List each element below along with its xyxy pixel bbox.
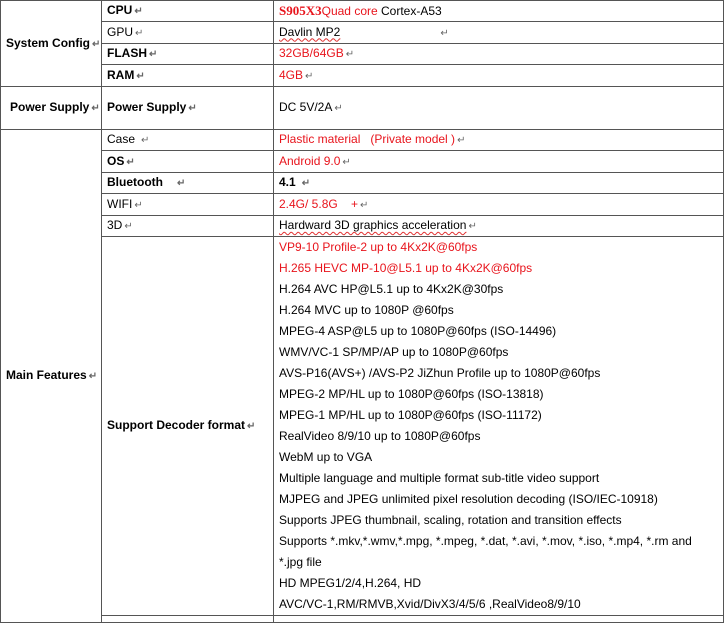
value-text: Davlin MP2	[279, 24, 341, 39]
category-power-supply	[1, 87, 102, 130]
spec-row-os	[1, 151, 724, 173]
paragraph-mark-icon: ↵	[88, 371, 98, 382]
paragraph-mark-icon: ↵	[345, 49, 355, 60]
label-text: Power Supply	[107, 100, 187, 114]
paragraph-mark-icon: ↵	[92, 38, 101, 50]
spec-label-bluetooth	[102, 173, 274, 194]
spec-label-wifi	[102, 194, 274, 216]
paragraph-mark-icon: ↵	[440, 27, 449, 39]
spec-row-case	[1, 130, 724, 151]
paragraph-mark-icon: ↵	[301, 178, 311, 189]
paragraph-mark-icon: ↵	[124, 221, 133, 232]
spec-label-flash	[102, 44, 274, 65]
paragraph-mark-icon: ↵	[177, 178, 186, 189]
spec-value-flash	[274, 44, 724, 65]
decoder-format-item: WebM up to VGA	[279, 450, 373, 464]
decoder-format-item: HD MPEG1/2/4,H.264, HD	[279, 576, 422, 590]
cpu-arch: Cortex-A53	[377, 4, 442, 18]
value-text: Android 9.0	[279, 153, 341, 168]
cpu-cores: Quad core	[321, 4, 378, 18]
decoder-format-item: WMV/VC-1 SP/MP/AP up to 1080P@60fps	[279, 345, 509, 359]
spec-row-cpu	[1, 1, 724, 22]
paragraph-mark-icon: ↵	[188, 103, 197, 114]
decoder-format-item: Multiple language and multiple format sub-title video support	[279, 471, 600, 485]
paragraph-mark-icon: ↵	[247, 421, 256, 432]
paragraph-mark-icon: ↵	[334, 103, 343, 114]
decoder-format-item: H.264 MVC up to 1080P @60fps	[279, 303, 454, 317]
spec-label-case	[102, 130, 274, 151]
decoder-format-item: MPEG-1 MP/HL up to 1080P@60fps (ISO-11172)	[279, 408, 542, 422]
trailing-label-cell	[102, 616, 274, 623]
spec-row-bluetooth	[1, 173, 724, 194]
label-text: 3D	[107, 218, 123, 232]
spec-value-cpu	[274, 1, 724, 22]
decoder-format-item: RealVideo 8/9/10 up to 1080P@60fps	[279, 429, 481, 443]
spec-row-trailing	[1, 616, 724, 623]
category-label: Main Features	[6, 368, 87, 382]
spec-value-power	[274, 87, 724, 130]
spec-value-ram	[274, 65, 724, 87]
paragraph-mark-icon: ↵	[360, 199, 369, 211]
value-text: DC 5V/2A	[279, 100, 333, 114]
category-system-config	[1, 1, 102, 87]
category-label: System Config	[6, 35, 91, 50]
label-text: Support Decoder format	[107, 418, 246, 432]
value-text: 4GB	[279, 67, 304, 82]
decoder-format-item: AVC/VC-1,RM/RMVB,Xvid/DivX3/4/5/6 ,RealVideo8/9/10	[279, 597, 581, 611]
value-text: Hardward 3D graphics acceleration	[279, 218, 467, 232]
spec-value-wifi	[274, 194, 724, 216]
spec-label-3d	[102, 216, 274, 237]
decoder-format-item: MPEG-2 MP/HL up to 1080P@60fps (ISO-13818)	[279, 387, 544, 401]
decoder-format-item: *.jpg file	[279, 555, 322, 569]
spec-label-gpu	[102, 22, 274, 44]
spec-label-os	[102, 151, 274, 173]
spec-label-decoder	[102, 237, 274, 616]
spec-row-gpu	[1, 22, 724, 44]
paragraph-mark-icon: ↵	[134, 199, 143, 211]
paragraph-mark-icon: ↵	[126, 156, 135, 168]
spec-value-3d	[274, 216, 724, 237]
decoder-format-list	[274, 237, 724, 616]
label-text: FLASH	[107, 46, 147, 60]
label-text: WIFI	[107, 196, 133, 211]
spec-row-decoder	[1, 237, 724, 616]
spec-label-power	[102, 87, 274, 130]
spec-row-wifi	[1, 194, 724, 216]
paragraph-mark-icon: ↵	[468, 221, 477, 232]
label-text: RAM	[107, 67, 135, 82]
paragraph-mark-icon: ↵	[305, 70, 314, 82]
spec-value-gpu	[274, 22, 724, 44]
value-text: Plastic material (Private model )	[279, 132, 456, 146]
spec-value-bluetooth	[274, 173, 724, 194]
decoder-format-item: H.264 AVC HP@L5.1 up to 4Kx2K@30fps	[279, 282, 504, 296]
category-label: Power Supply	[10, 100, 90, 114]
spec-label-cpu	[102, 1, 274, 22]
cpu-model: S905X3	[279, 3, 322, 18]
category-main-features	[1, 130, 102, 623]
decoder-format-item: VP9-10 Profile-2 up to 4Kx2K@60fps	[279, 240, 478, 254]
spec-row-flash	[1, 44, 724, 65]
paragraph-mark-icon: ↵	[149, 49, 158, 60]
paragraph-mark-icon: ↵	[135, 27, 144, 39]
label-text: CPU	[107, 3, 133, 17]
decoder-format-item: AVS-P16(AVS+) /AVS-P2 JiZhun Profile up to 1080P@60fps	[279, 366, 601, 380]
decoder-format-item: Supports JPEG thumbnail, scaling, rotation and transition effects	[279, 513, 622, 527]
spec-label-ram	[102, 65, 274, 87]
decoder-format-item: MJPEG and JPEG unlimited pixel resolution decoding (ISO/IEC-10918)	[279, 492, 658, 506]
value-text: 4.1	[279, 175, 296, 189]
label-text: Bluetooth	[107, 175, 163, 189]
decoder-list	[279, 237, 723, 615]
trailing-value-cell	[274, 616, 724, 623]
decoder-format-item: H.265 HEVC MP-10@L5.1 up to 4Kx2K@60fps	[279, 261, 533, 275]
spec-row-ram	[1, 65, 724, 87]
paragraph-mark-icon: ↵	[136, 70, 145, 82]
paragraph-mark-icon: ↵	[457, 135, 466, 146]
spec-value-case	[274, 130, 724, 151]
label-text: OS	[107, 153, 125, 168]
paragraph-mark-icon: ↵	[134, 6, 143, 17]
paragraph-mark-icon: ↵	[141, 135, 150, 146]
decoder-format-item: MPEG-4 ASP@L5 up to 1080P@60fps (ISO-14496)	[279, 324, 557, 338]
value-text: 2.4G/ 5.8G +	[279, 196, 359, 211]
label-text: Case	[107, 132, 136, 146]
spec-row-3d	[1, 216, 724, 237]
spec-row-power	[1, 87, 724, 130]
value-text: 32GB/64GB	[279, 46, 344, 60]
decoder-format-item: Supports *.mkv,*.wmv,*.mpg, *.mpeg, *.dat, *.avi, *.mov, *.iso, *.mp4, *.rm and	[279, 534, 692, 548]
label-text: GPU	[107, 24, 134, 39]
paragraph-mark-icon: ↵	[91, 103, 100, 114]
spec-value-os	[274, 151, 724, 173]
paragraph-mark-icon: ↵	[342, 156, 351, 168]
